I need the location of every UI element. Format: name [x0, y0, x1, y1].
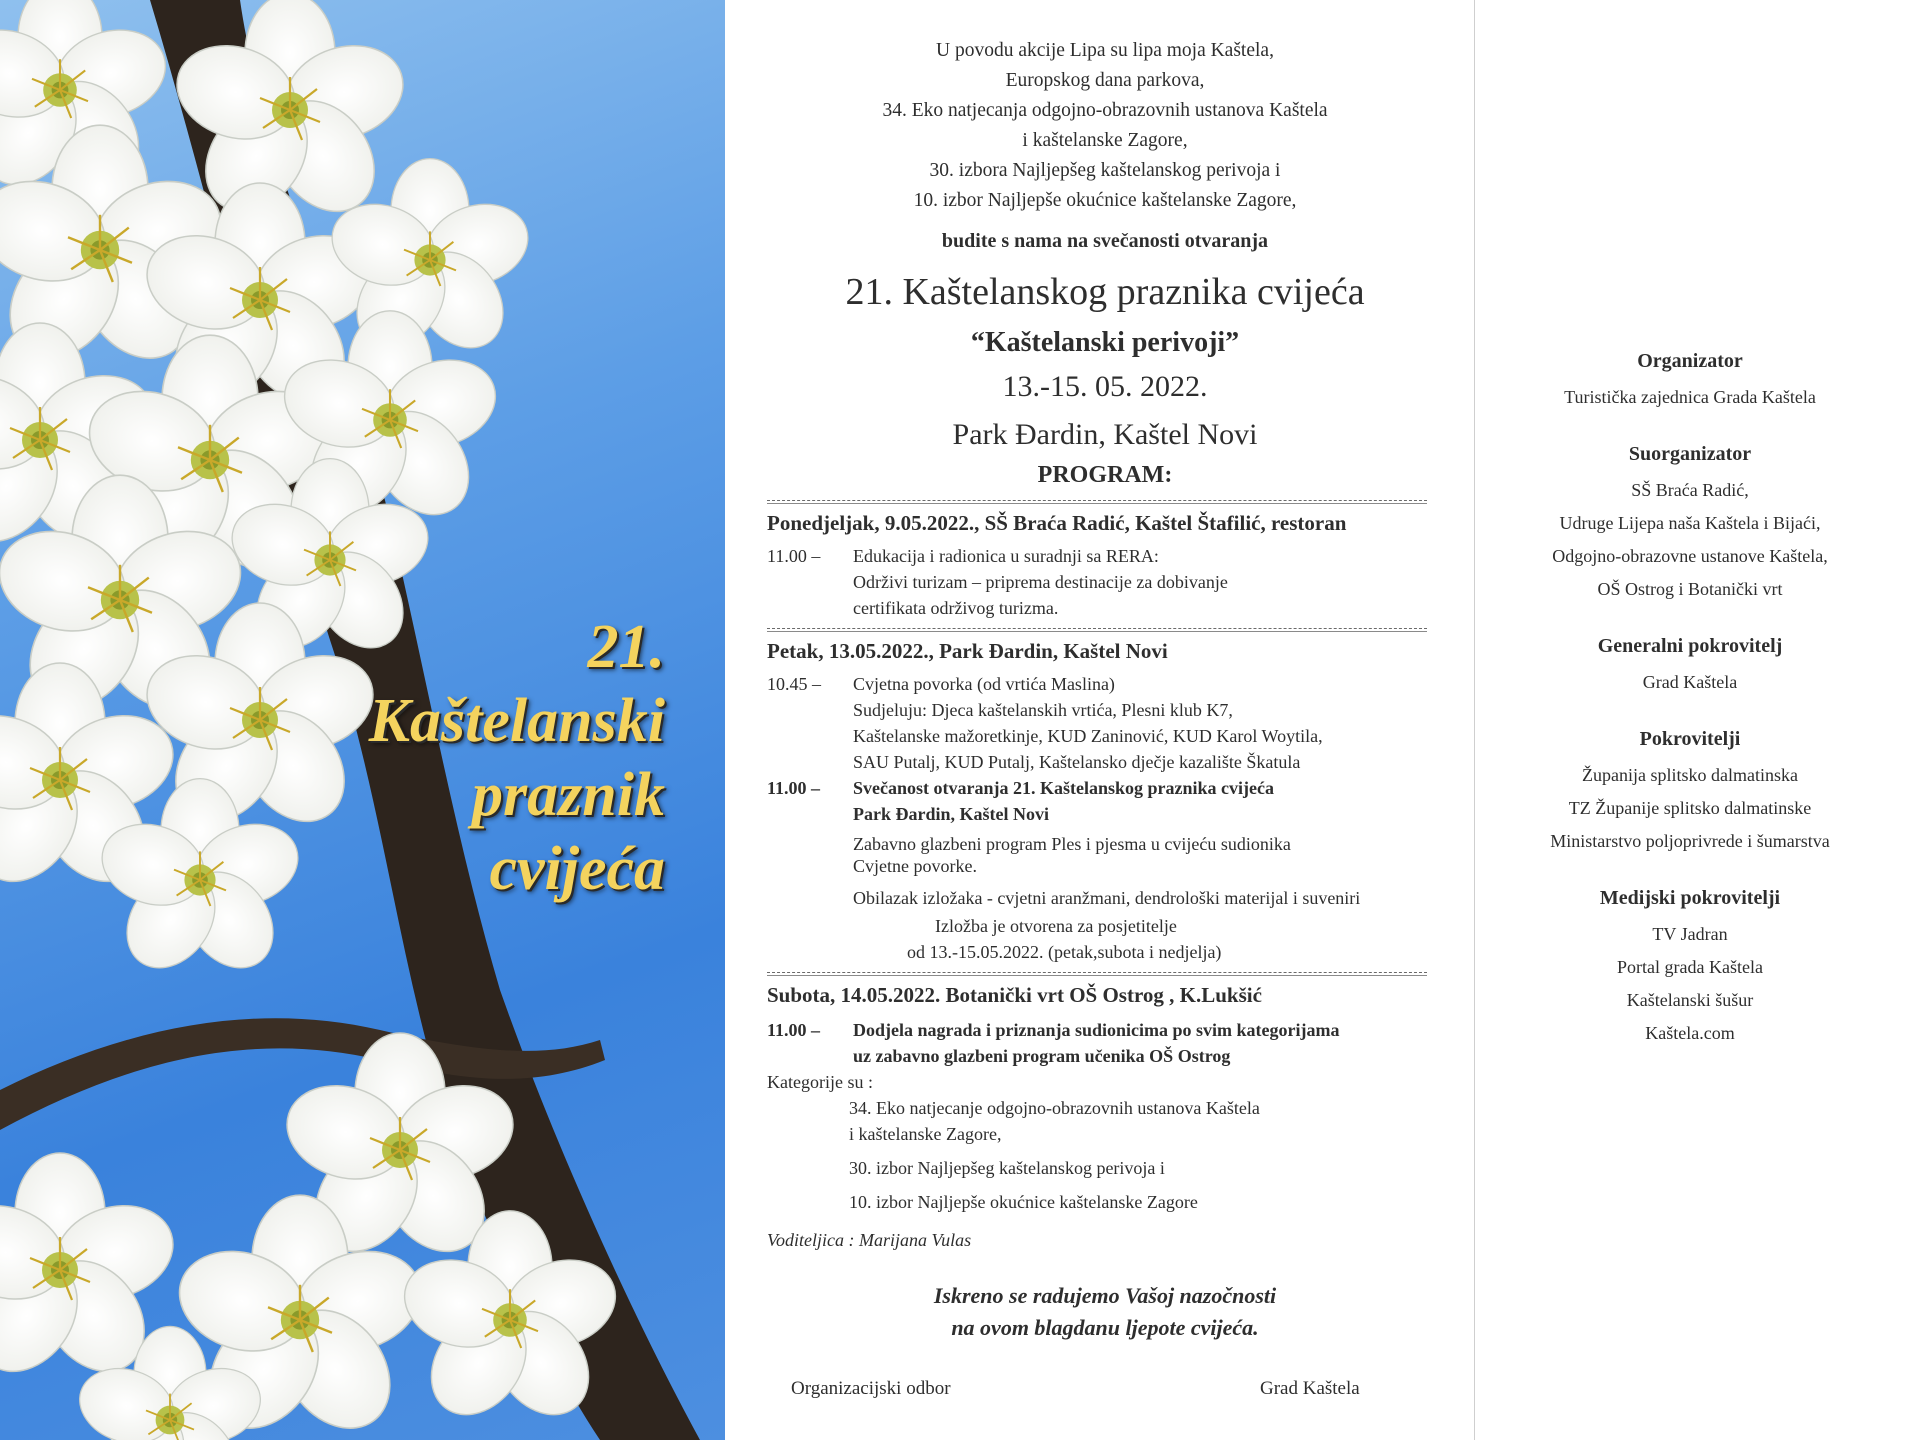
cover-title-line-1: 21. — [587, 613, 665, 681]
sponsor-title: Generalni pokrovitelj — [1597, 635, 1783, 657]
cover-title — [369, 610, 665, 906]
program-line: SAU Putalj, KUD Putalj, Kaštelansko dječje kazalište Škatula — [853, 752, 1301, 772]
intro-line: 10. izbor Najljepše okućnice kaštelanske Zagore, — [913, 190, 1297, 211]
program-heading: PROGRAM: — [1037, 462, 1173, 488]
time-label: 11.00 – — [767, 1020, 821, 1040]
event-title: 21. Kaštelanskog praznika cvijeća — [845, 271, 1365, 313]
program-line: Zabavno glazbeni program Ples i pjesma u cvijeću sudionika — [853, 834, 1291, 854]
invite-text: budite s nama na svečanosti otvaranja — [941, 230, 1269, 252]
category-line: 10. izbor Najljepše okućnice kaštelanske Zagore — [849, 1192, 1198, 1212]
divider — [767, 972, 1427, 976]
exhibit-line: Izložba je otvorena za posjetitelje — [935, 916, 1177, 936]
sponsor-line: Ministarstvo poljoprivrede i šumarstva — [1550, 831, 1830, 851]
sponsor-line: Kaštelanski šušur — [1626, 990, 1754, 1010]
program-line: Edukacija i radionica u suradnji sa RERA: — [853, 546, 1159, 566]
sponsor-line: Udruge Lijepa naša Kaštela i Bijaći, — [1559, 513, 1821, 533]
event-subtitle: “Kaštelanski perivoji” — [970, 327, 1240, 358]
cover-title-line-4: cvijeća — [489, 835, 665, 903]
event-venue: Park Đardin, Kaštel Novi — [952, 418, 1258, 451]
intro-line: U povodu akcije Lipa su lipa moja Kaštela, — [936, 40, 1274, 61]
panel-fold-line — [1474, 0, 1475, 1440]
closing-line: Iskreno se radujemo Vašoj nazočnosti — [933, 1283, 1277, 1308]
day-heading-monday: Ponedjeljak, 9.05.2022., SŠ Braća Radić, Kaštel Štafilić, restoran — [767, 511, 1347, 535]
signature-city: Grad Kaštela — [1260, 1378, 1360, 1399]
sponsor-block-organizer — [1500, 350, 1880, 414]
event-dates: 13.-15. 05. 2022. — [1002, 370, 1208, 403]
sponsor-line: Odgojno-obrazovne ustanove Kaštela, — [1552, 546, 1828, 566]
program-line: certifikata održivog turizma. — [853, 598, 1059, 618]
program-line: Park Đardin, Kaštel Novi — [853, 804, 1049, 824]
intro-text — [755, 36, 1455, 216]
exhibit-line: od 13.-15.05.2022. (petak,subota i nedjelja) — [907, 942, 1222, 962]
intro-line: 30. izbora Najljepšeg kaštelanskog perivoja i — [929, 160, 1281, 181]
program-line: Svečanost otvaranja 21. Kaštelanskog praznika cvijeća — [853, 778, 1274, 798]
sponsor-line: SŠ Braća Radić, — [1631, 480, 1749, 500]
divider — [767, 628, 1427, 632]
program-panel — [755, 0, 1455, 1440]
program-line: uz zabavno glazbeni program učenika OŠ Ostrog — [853, 1046, 1231, 1066]
time-label: 11.00 – — [767, 778, 821, 798]
category-line: i kaštelanske Zagore, — [849, 1124, 1002, 1144]
sponsor-line: Grad Kaštela — [1642, 672, 1738, 692]
time-label: 11.00 – — [767, 546, 821, 566]
intro-line: Europskog dana parkova, — [1005, 70, 1205, 91]
sponsors-panel — [1500, 350, 1880, 1079]
sponsor-block-co-organizer — [1500, 443, 1880, 606]
program-line: Kaštelanske mažoretkinje, KUD Zaninović, KUD Karol Woytila, — [853, 726, 1323, 746]
cover-photo — [0, 0, 725, 1440]
cover-title-line-2: Kaštelanski — [368, 687, 665, 755]
sponsor-line: TZ Županije splitsko dalmatinske — [1568, 798, 1812, 818]
closing-text — [755, 1280, 1455, 1344]
intro-line: i kaštelanske Zagore, — [1022, 130, 1188, 151]
program-line: Cvjetne povorke. — [853, 856, 977, 876]
day-heading-friday: Petak, 13.05.2022., Park Đardin, Kaštel Novi — [767, 639, 1168, 663]
program-line: Održivi turizam – priprema destinacije za dobivanje — [853, 572, 1228, 592]
divider — [767, 500, 1427, 504]
sponsor-line: Turistička zajednica Grada Kaštela — [1564, 387, 1816, 407]
sponsor-title: Organizator — [1637, 350, 1743, 372]
program-line: Cvjetna povorka (od vrtića Maslina) — [853, 674, 1115, 694]
sponsor-title: Suorganizator — [1628, 443, 1752, 465]
category-line: 34. Eko natjecanje odgojno-obrazovnih ustanova Kaštela — [849, 1098, 1260, 1118]
time-label: 10.45 – — [767, 674, 821, 694]
sponsor-line: Portal grada Kaštela — [1617, 957, 1763, 977]
signature-organizing-committee: Organizacijski odbor — [791, 1378, 951, 1399]
program-line: Sudjeluju: Djeca kaštelanskih vrtića, Plesni klub K7, — [853, 700, 1233, 720]
sponsor-title: Medijski pokrovitelji — [1599, 887, 1781, 909]
sponsor-title: Pokrovitelji — [1639, 728, 1741, 750]
category-line: 30. izbor Najljepšeg kaštelanskog perivoja i — [849, 1158, 1165, 1178]
intro-line: 34. Eko natjecanja odgojno-obrazovnih ustanova Kaštela — [882, 100, 1328, 121]
sponsor-block-media — [1500, 887, 1880, 1050]
moderator-text: Voditeljica : Marijana Vulas — [767, 1230, 972, 1250]
sponsor-line: Županija splitsko dalmatinska — [1582, 765, 1798, 785]
categories-label: Kategorije su : — [767, 1072, 873, 1092]
sponsor-block-patrons — [1500, 728, 1880, 858]
program-line: Dodjela nagrada i priznanja sudionicima po svim kategorijama — [853, 1020, 1340, 1040]
sponsor-block-general-patron — [1500, 635, 1880, 699]
closing-line: na ovom blagdanu ljepote cvijeća. — [951, 1315, 1259, 1340]
cover-title-line-3: praznik — [472, 761, 665, 829]
day-heading-saturday: Subota, 14.05.2022. Botanički vrt OŠ Ostrog , K.Lukšić — [767, 983, 1262, 1007]
sponsor-line: TV Jadran — [1652, 924, 1728, 944]
sponsor-line: OŠ Ostrog i Botanički vrt — [1597, 579, 1783, 599]
exhibit-tour-line: Obilazak izložaka - cvjetni aranžmani, dendrološki materijal i suveniri — [853, 888, 1361, 908]
sponsor-line: Kaštela.com — [1645, 1023, 1735, 1043]
